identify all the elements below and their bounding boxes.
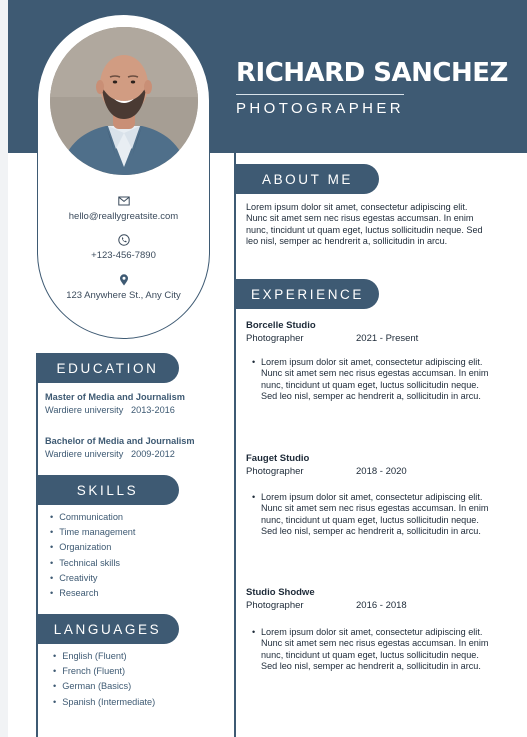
title-divider	[236, 94, 404, 95]
resume-job-title: PHOTOGRAPHER	[236, 100, 405, 117]
profile-photo	[50, 27, 198, 175]
job-company: Fauget Studio	[246, 453, 310, 464]
location-pin-icon	[118, 274, 130, 286]
experience-heading: EXPERIENCE	[236, 279, 379, 309]
job-role: Photographer	[246, 466, 304, 477]
envelope-icon	[118, 195, 130, 207]
list-item: • Spanish (Intermediate)	[53, 695, 155, 710]
about-heading: ABOUT ME	[236, 164, 379, 194]
education-school: Wardiere university 2013-2016	[45, 405, 175, 415]
list-item: • Communication	[50, 510, 135, 525]
column-divider	[234, 153, 236, 737]
left-column-rule	[36, 353, 38, 737]
list-item: • Research	[50, 586, 135, 601]
skills-list	[50, 510, 135, 601]
job-description: • Lorem ipsum dolor sit amet, consectetur adipiscing elit. Nunc sit amet sem nec risus egestas accumsan. In enim nunc, tincidunt ut quam eget, luctus sollicitudin neque. Sed leo nisl, semper ac hendrerit a, sollicitudin in arcu.	[252, 627, 489, 672]
list-item: • Organization	[50, 540, 135, 555]
languages-list	[53, 649, 155, 710]
contact-email: hello@reallygreatsite.com	[68, 211, 179, 222]
job-company: Studio Shodwe	[246, 587, 315, 598]
job-role: Photographer	[246, 333, 304, 344]
job-dates: 2016 - 2018	[356, 600, 407, 611]
education-heading: EDUCATION	[36, 353, 179, 383]
job-role: Photographer	[246, 600, 304, 611]
list-item: • English (Fluent)	[53, 649, 155, 664]
resume-name: RICHARD SANCHEZ	[236, 58, 508, 88]
list-item: • Creativity	[50, 571, 135, 586]
education-degree: Master of Media and Journalism	[45, 392, 185, 402]
contact-phone: +123-456-7890	[91, 250, 156, 261]
page-margin-strip	[0, 0, 8, 737]
languages-heading: LANGUAGES	[36, 614, 179, 644]
contact-phone-block	[38, 234, 209, 261]
about-text: Lorem ipsum dolor sit amet, consectetur adipiscing elit. Nunc sit amet sem nec risus egestas accumsan. In enim nunc, tincidunt ut quam eget, luctus sollicitudin neque. Sed leo nisl, semper ac hendrerit a, sollicitudin in arcu.	[246, 202, 483, 247]
contact-address: 123 Anywhere St., Any City	[66, 290, 181, 301]
list-item: • Time management	[50, 525, 135, 540]
job-company: Borcelle Studio	[246, 320, 316, 331]
phone-icon	[118, 234, 130, 246]
list-item: • Technical skills	[50, 556, 135, 571]
skills-heading: SKILLS	[36, 475, 179, 505]
education-degree: Bachelor of Media and Journalism	[45, 436, 195, 446]
contact-email-block	[38, 195, 209, 222]
job-description: • Lorem ipsum dolor sit amet, consectetur adipiscing elit. Nunc sit amet sem nec risus egestas accumsan. In enim nunc, tincidunt ut quam eget, luctus sollicitudin neque. Sed leo nisl, semper ac hendrerit a, sollicitudin in arcu.	[252, 357, 489, 402]
job-dates: 2021 - Present	[356, 333, 419, 344]
list-item: • German (Basics)	[53, 679, 155, 694]
education-school: Wardiere university 2009-2012	[45, 449, 175, 459]
job-description: • Lorem ipsum dolor sit amet, consectetur adipiscing elit. Nunc sit amet sem nec risus egestas accumsan. In enim nunc, tincidunt ut quam eget, luctus sollicitudin neque. Sed leo nisl, semper ac hendrerit a, sollicitudin in arcu.	[252, 492, 489, 537]
profile-card	[37, 14, 210, 339]
list-item: • French (Fluent)	[53, 664, 155, 679]
job-dates: 2018 - 2020	[356, 466, 407, 477]
contact-address-block	[38, 274, 209, 301]
